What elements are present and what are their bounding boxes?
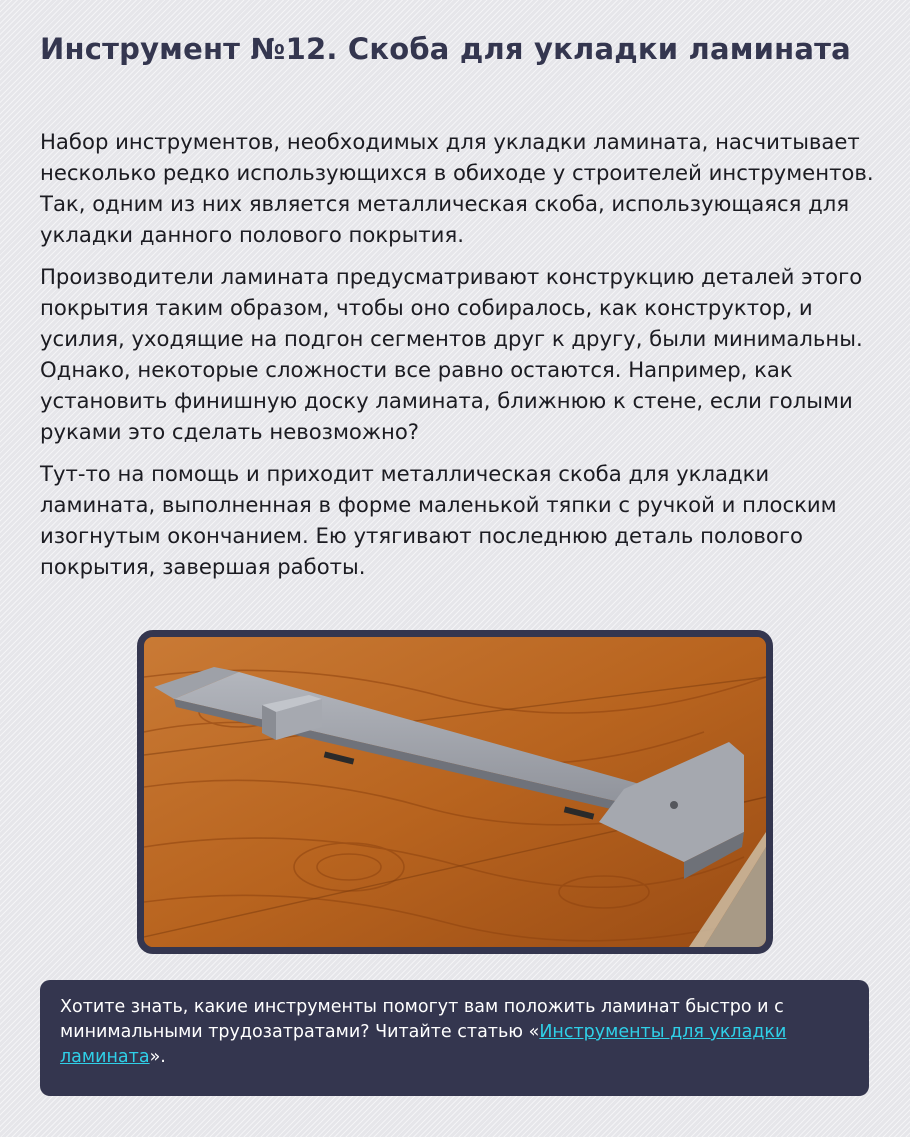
related-article-link[interactable]: Инструменты для укладки ламината bbox=[60, 1022, 787, 1067]
paragraph-intro: Набор инструментов, необходимых для укладки ламината, насчитывает несколько редко использующихся в обиходе у строителей инструментов. Так, одним из них является металлическая скоба, использующаяся для укладки данного полового покрытия. bbox=[40, 129, 874, 247]
callout-text-end: ». bbox=[149, 1047, 166, 1067]
related-article-callout bbox=[40, 980, 869, 1096]
paragraph-tool: Тут-то на помощь и приходит металлическая скоба для укладки ламината, выполненная в форме маленькой тяпки с ручкой и плоским изогнутым окончанием. Ею утягивают последнюю деталь полового покрытия, завершая работы. bbox=[40, 461, 837, 579]
bracket-illustration bbox=[144, 637, 766, 947]
bracket-photo bbox=[137, 630, 773, 954]
article-title: Инструмент №12. Скоба для укладки ламината bbox=[40, 32, 851, 66]
paragraph-design: Производители ламината предусматривают конструкцию деталей этого покрытия таким образом, чтобы оно собиралось, как конструктор, и усилия, уходящие на подгон сегментов друг к другу, были минимальны. Однако, некоторые сложности все равно остаются. Например, как установить финишную доску ламината, ближнюю к стене, если голыми руками это сделать невозможно? bbox=[40, 264, 863, 444]
article-body bbox=[40, 126, 880, 593]
callout-text: Хотите знать, какие инструменты помогут вам положить ламинат быстро и с минимальными трудозатратами? Читайте статью « bbox=[60, 997, 784, 1042]
